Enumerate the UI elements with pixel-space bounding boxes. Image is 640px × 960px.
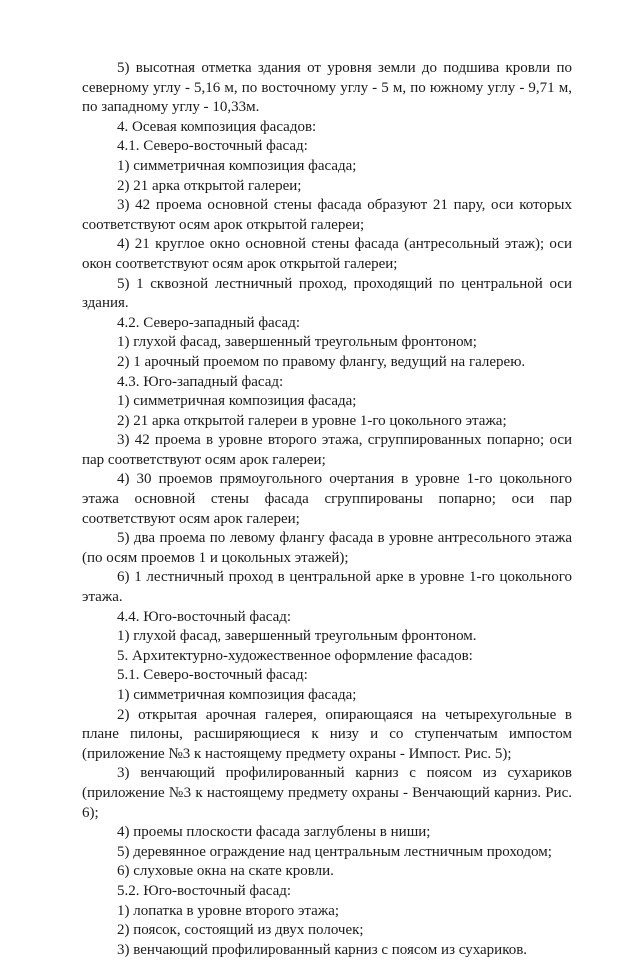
list-item: 2) 1 арочный проемом по правому флангу, ведущий на галерею. [117, 353, 526, 370]
list-item: 5) 1 сквозной лестничный проход, проходящий по центральной оси здания. [82, 275, 572, 312]
list-item: 4) 21 круглое окно основной стены фасада (антресольный этаж); оси окон соответствуют осям арок открытой галереи; [82, 236, 572, 272]
list-item: 1) глухой фасад, завершенный треугольным фронтоном; [117, 334, 477, 351]
list-item: 3) 42 проема основной стены фасада образуют 21 пару, оси которых соответствуют осям арок открытой галереи; [82, 197, 572, 233]
subsection-heading-southeast-facade: 4.4. Юго-восточный фасад: [117, 608, 292, 625]
section-heading-axial-composition: 4. Осевая композиция фасадов: [117, 118, 317, 135]
list-item: 4) проемы плоскости фасада заглублены в ниши; [117, 824, 431, 841]
list-item: 1) глухой фасад, завершенный треугольным фронтоном. [117, 628, 477, 645]
document-body [82, 59, 572, 960]
list-item: 5) деревянное ограждение над центральным лестничным проходом; [117, 843, 552, 860]
subsection-heading-northeast-facade: 4.1. Северо-восточный фасад: [117, 138, 308, 155]
list-item: 2) поясок, состоящий из двух полочек; [117, 922, 364, 939]
list-item: 3) 42 проема в уровне второго этажа, сгруппированных попарно; оси пар соответствуют осям арок галереи; [82, 432, 572, 468]
list-item: 2) 21 арка открытой галереи в уровне 1-го цокольного этажа; [117, 412, 507, 429]
list-item: 2) открытая арочная галерея, опирающаяся на четырехугольные в плане пилоны, расширяющиеся к низу и со ступенчатым импостом (приложение №3 к настоящему предмету охраны - Импост. Рис. 5); [82, 706, 572, 762]
list-item: 1) лопатка в уровне второго этажа; [117, 902, 340, 919]
list-item: 2) 21 арка открытой галереи; [117, 177, 302, 194]
list-item: 4) 30 проемов прямоугольного очертания в уровне 1-го цокольного этажа основной стены фасада сгруппированы попарно; оси пар соответствуют осям арок галереи; [82, 471, 572, 527]
list-item: 6) слуховые окна на скате кровли. [117, 863, 334, 880]
list-item: 1) симметричная композиция фасада; [117, 157, 357, 174]
subsection-heading-northwest-facade: 4.2. Северо-западный фасад: [117, 314, 301, 331]
list-item: 5) два проема по левому флангу фасада в уровне антресольного этажа (по осям проемов 1 и цокольных этажей); [82, 530, 572, 566]
paragraph-height-marks: 5) высотная отметка здания от уровня земли до подшива кровли по северному углу - 5,16 м, по восточному углу - 5 м, по южному углу - 9,71 м, по западному углу - 10,33м. [82, 60, 572, 116]
subsection-heading-southeast-facade: 5.2. Юго-восточный фасад: [117, 882, 292, 899]
list-item: 3) венчающий профилированный карниз с поясом из сухариков. [117, 941, 528, 958]
subsection-heading-southwest-facade: 4.3. Юго-западный фасад: [117, 373, 284, 390]
section-heading-architectural-design: 5. Архитектурно-художественное оформление фасадов: [117, 647, 473, 664]
list-item: 3) венчающий профилированный карниз с поясом из сухариков (приложение №3 к настоящему предмету охраны - Венчающий карниз. Рис. 6); [82, 765, 572, 821]
list-item: 1) симметричная композиция фасада; [117, 393, 357, 410]
subsection-heading-northeast-facade: 5.1. Северо-восточный фасад: [117, 667, 308, 684]
list-item: 1) симметричная композиция фасада; [117, 687, 357, 703]
list-item: 6) 1 лестничный проход в центральной арке в уровне 1-го цокольного этажа. [82, 569, 572, 606]
